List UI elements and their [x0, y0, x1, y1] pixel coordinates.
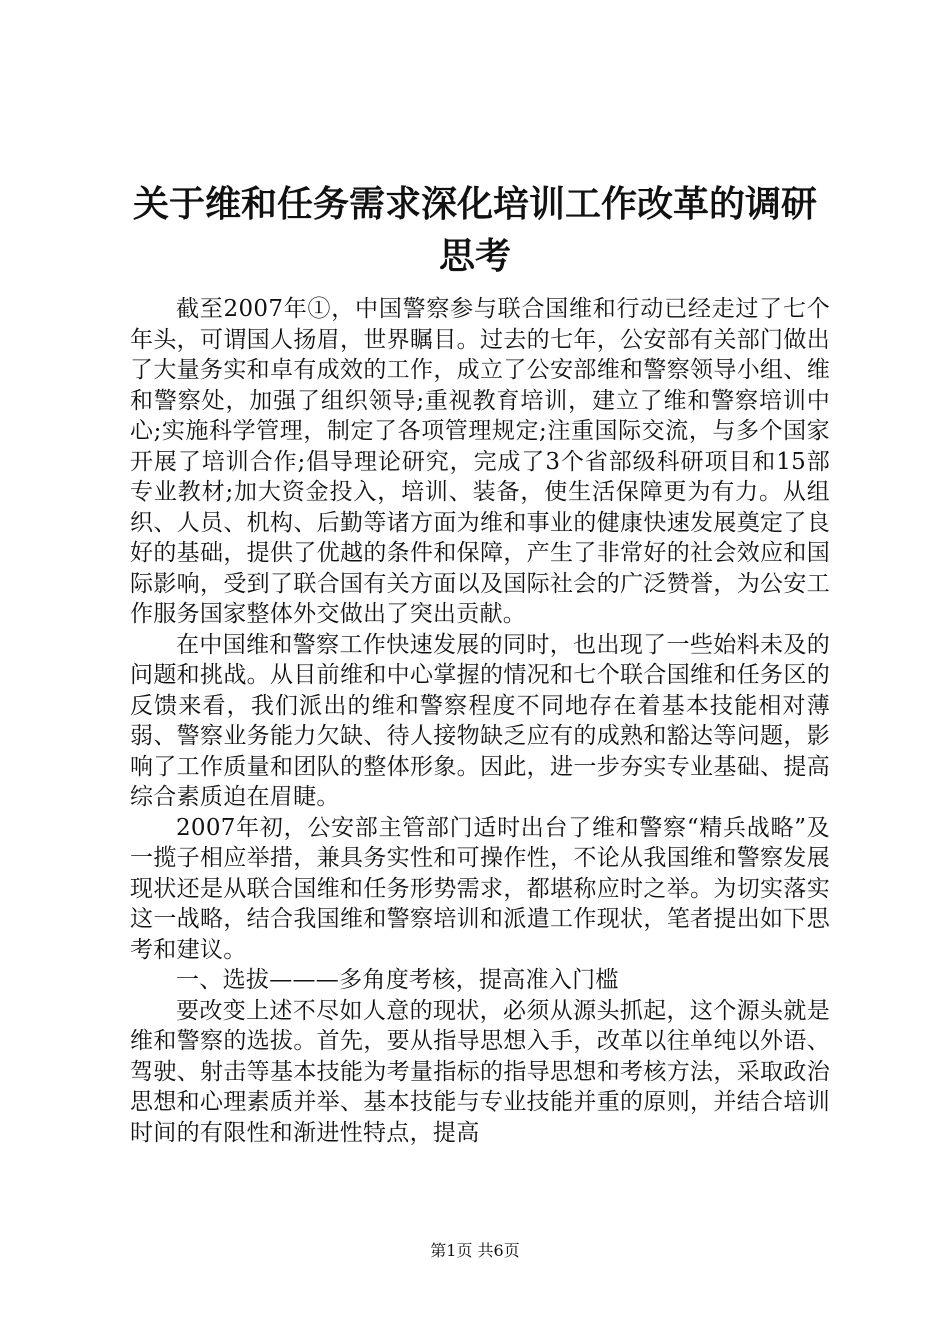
- paragraph-4: 要改变上述不尽如人意的现状，必须从源头抓起，这个源头就是维和警察的选拔。首先，要从指导思想入手，改革以往单纯以外语、驾驶、射击等基本技能为考量指标的指导思想和考核方法，采取政治思想和心理素质并举、基本技能与专业技能并重的原则，并结合培训时间的有限性和渐进性特点，提高: [130, 997, 830, 1146]
- paragraph-2: 在中国维和警察工作快速发展的同时，也出现了一些始料未及的问题和挑战。从目前维和中心掌握的情况和七个联合国维和任务区的反馈来看，我们派出的维和警察程度不同地存在着基本技能相对薄弱、警察业务能力欠缺、待人接物缺乏应有的成熟和豁达等问题，影响了工作质量和团队的整体形象。因此，进一步夯实专业基础、提高综合素质迫在眉睫。: [130, 631, 830, 810]
- section-heading-1: 一、选拔———多角度考核，提高准入门槛: [176, 967, 619, 993]
- document-body: [130, 294, 830, 1148]
- page-footer: 第1页 共6页: [430, 1241, 520, 1260]
- paragraph-3: 2007年初，公安部主管部门适时出台了维和警察“精兵战略”及一揽子相应举措，兼具务实性和可操作性，不论从我国维和警察发展现状还是从联合国维和任务形势需求，都堪称应时之举。为切实落实这一战略，结合我国维和警察培训和派遣工作现状，笔者提出如下思考和建议。: [130, 814, 830, 963]
- paragraph-1: 截至2007年①，中国警察参与联合国维和行动已经走过了七个年头，可谓国人扬眉，世界瞩目。过去的七年，公安部有关部门做出了大量务实和卓有成效的工作，成立了公安部维和警察领导小组、维和警察处，加强了组织领导;重视教育培训，建立了维和警察培训中心;实施科学管理，制定了各项管理规定;注重国际交流，与多个国家开展了培训合作;倡导理论研究，完成了3个省部级科研项目和15部专业教材;加大资金投入，培训、装备，使生活保障更为有力。从组织、人员、机构、后勤等诸方面为维和事业的健康快速发展奠定了良好的基础，提供了优越的条件和保障，产生了非常好的社会效应和国际影响，受到了联合国有关方面以及国际社会的广泛赞誉，为公安工作服务国家整体外交做出了突出贡献。: [130, 296, 830, 627]
- document-title: 关于维和任务需求深化培训工作改革的调研思考: [132, 183, 817, 277]
